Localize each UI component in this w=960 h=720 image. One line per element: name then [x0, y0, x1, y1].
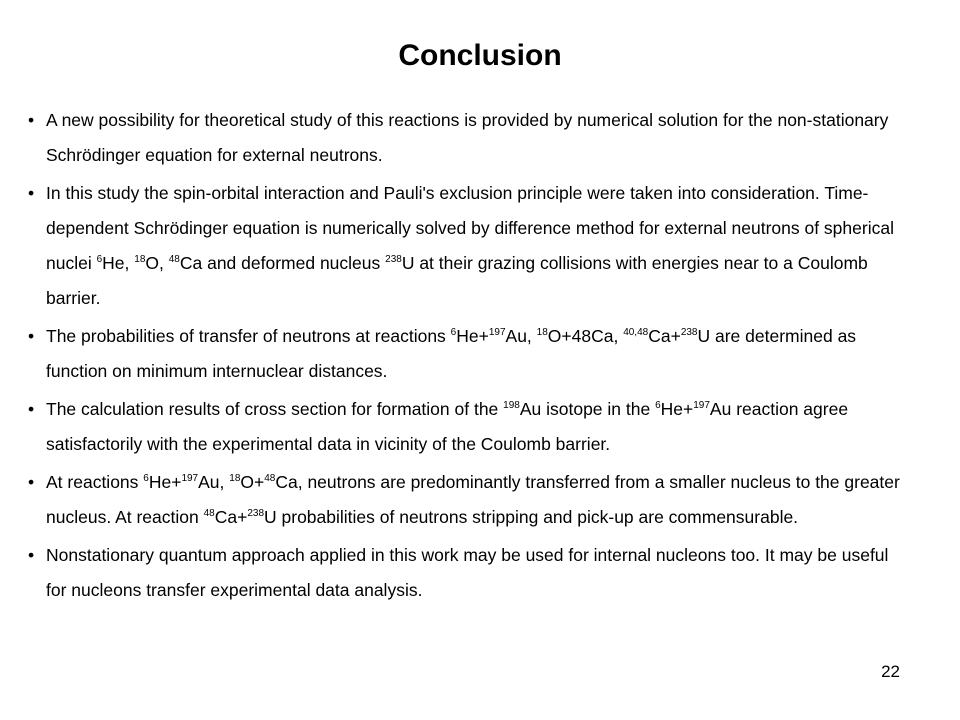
bullet-mark: • — [28, 472, 35, 492]
bullet-item — [28, 465, 908, 535]
bullet-text-segment: U at their grazing collisions with energies near to a Coulomb barrier. — [46, 253, 868, 308]
bullet-text-segment: U are determined as function on minimum internuclear distances. — [46, 326, 857, 381]
bullet-text-segment: O+ — [240, 472, 265, 492]
bullet-text — [46, 176, 908, 316]
bullet-text-segment: He+ — [456, 326, 489, 346]
bullet-text-segment: At reactions — [46, 472, 144, 492]
bullet-text-segment: O, — [145, 253, 169, 273]
bullet-text — [46, 538, 908, 608]
bullet-text-segment: Au, — [198, 472, 230, 492]
mass-number-superscript: 6 — [96, 254, 103, 265]
page-number: 22 — [881, 662, 900, 681]
mass-number-superscript: 18 — [229, 473, 241, 484]
slide-title: Conclusion — [398, 39, 562, 72]
mass-number-superscript: 48 — [203, 508, 215, 519]
bullet-text — [46, 103, 908, 173]
mass-number-superscript: 197 — [693, 400, 710, 411]
bullet-text-segment: He+ — [660, 399, 694, 419]
mass-number-superscript: 198 — [503, 400, 520, 411]
mass-number-superscript: 18 — [536, 327, 548, 338]
bullet-text-segment: O+48Ca, — [547, 326, 624, 346]
bullet-text-segment: He, — [102, 253, 135, 273]
bullet-text-segment: Ca and deformed nucleus — [179, 253, 386, 273]
mass-number-superscript: 197 — [488, 327, 506, 338]
mass-number-superscript: 238 — [385, 254, 402, 265]
bullet-mark: • — [28, 183, 35, 203]
bullet-mark: • — [28, 399, 35, 419]
mass-number-superscript: 40,48 — [623, 327, 649, 338]
bullet-text — [46, 319, 908, 389]
mass-number-superscript: 197 — [181, 473, 199, 484]
bullet-text — [46, 465, 908, 535]
bullet-text-segment: Ca+ — [214, 507, 248, 527]
bullet-item — [28, 319, 908, 389]
bullet-mark: • — [28, 545, 35, 565]
mass-number-superscript: 48 — [264, 473, 276, 484]
mass-number-superscript: 238 — [680, 327, 698, 338]
mass-number-superscript: 6 — [450, 327, 457, 338]
mass-number-superscript: 18 — [134, 254, 146, 265]
bullet-item — [28, 103, 908, 173]
bullet-list — [28, 103, 908, 611]
mass-number-superscript: 6 — [143, 473, 149, 484]
bullet-text-segment: Ca+ — [648, 326, 681, 346]
bullet-text-segment: The calculation results of cross section for formation of the — [46, 399, 504, 419]
bullet-text-segment: Au, — [505, 326, 537, 346]
bullet-text-segment: He+ — [148, 472, 182, 492]
bullet-text-segment: Nonstationary quantum approach applied in this work may be used for internal nucleons too. It may be useful for nucleons transfer experimental data analysis. — [46, 545, 889, 600]
bullet-text-segment: Au reaction agree satisfactorily with the experimental data in vicinity of the Coulomb barrier. — [46, 399, 849, 454]
bullet-item — [28, 538, 908, 608]
bullet-item — [28, 392, 908, 462]
bullet-text-segment: A new possibility for theoretical study of this reactions is provided by numerical solution for the non-stationary Schrödinger equation for external neutrons. — [46, 110, 889, 165]
bullet-text-segment: Ca, neutrons are predominantly transferred from a smaller nucleus to the greater nucleus. At reaction — [46, 472, 900, 527]
bullet-text-segment: The probabilities of transfer of neutrons at reactions — [46, 326, 451, 346]
bullet-text-segment: U probabilities of neutrons stripping and pick-up are commensurable. — [264, 507, 799, 527]
bullet-item — [28, 176, 908, 316]
mass-number-superscript: 48 — [168, 254, 180, 265]
bullet-text-segment: In this study the spin-orbital interaction and Pauli's exclusion principle were taken into consideration. Time-dependent Schrödinger equation is numerically solved by difference method for external neutrons of spherical nuclei — [46, 183, 894, 273]
bullet-mark: • — [28, 326, 35, 346]
bullet-mark: • — [28, 110, 35, 130]
bullet-text — [46, 392, 908, 462]
mass-number-superscript: 238 — [247, 508, 265, 519]
bullet-text-segment: Au isotope in the — [519, 399, 656, 419]
mass-number-superscript: 6 — [655, 400, 661, 411]
